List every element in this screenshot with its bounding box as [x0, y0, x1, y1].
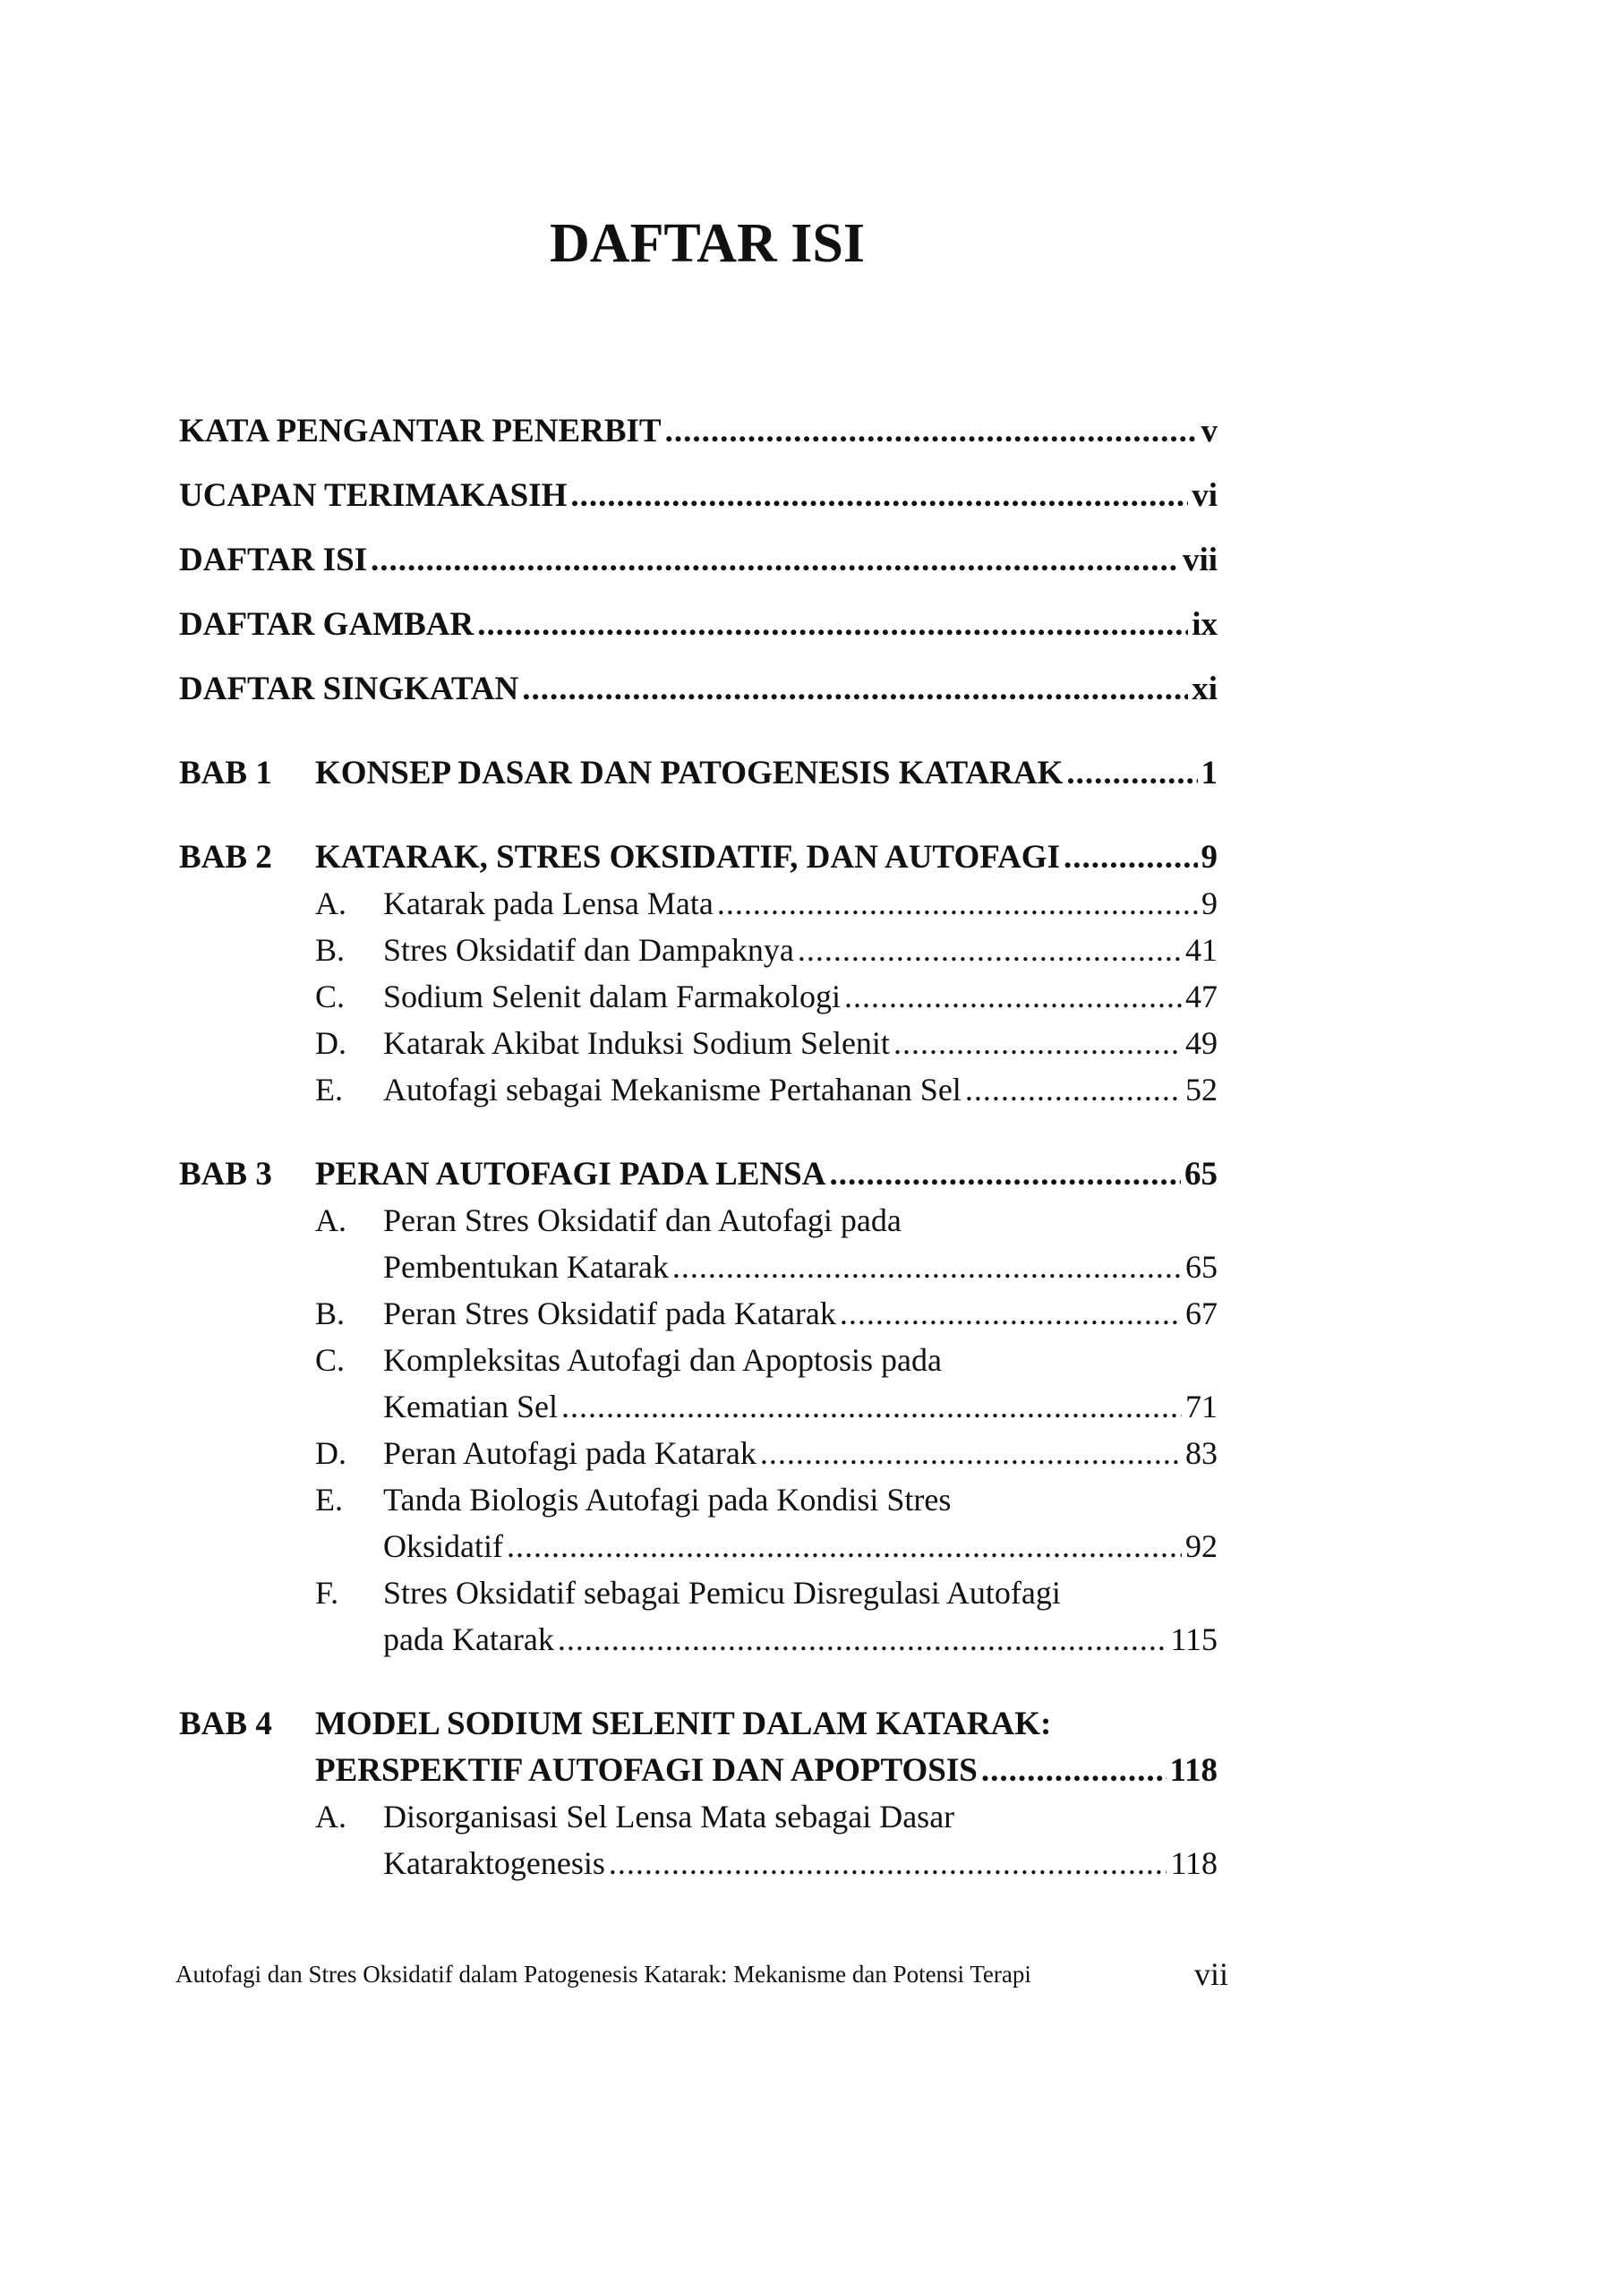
section-page: 41	[1185, 932, 1218, 968]
section-title: Oksidatif	[383, 1528, 503, 1564]
chapter-title: KATARAK, STRES OKSIDATIF, DAN AUTOFAGI	[315, 839, 1060, 876]
dot-leader	[840, 1295, 1182, 1332]
section-title-line1: Tanda Biologis Autofagi pada Kondisi Stres	[383, 1482, 952, 1518]
section-letter: B.	[315, 932, 346, 968]
toc-section-3d[interactable]	[383, 1434, 1218, 1472]
toc-entry-label: DAFTAR GAMBAR	[179, 606, 474, 643]
chapter-label: BAB 4	[179, 1706, 272, 1742]
section-page: 92	[1185, 1528, 1218, 1564]
section-letter: C.	[315, 979, 346, 1014]
toc-chapter-1[interactable]	[315, 754, 1218, 792]
page-title: DAFTAR ISI	[550, 213, 865, 274]
dot-leader	[893, 1024, 1182, 1062]
dot-leader	[477, 605, 1188, 644]
section-title: Peran Autofagi pada Katarak	[383, 1435, 756, 1471]
section-page: 65	[1185, 1249, 1218, 1285]
section-title: Katarak pada Lensa Mata	[383, 885, 714, 921]
dot-leader	[844, 978, 1182, 1015]
section-page: 118	[1170, 1845, 1218, 1881]
chapter-label: BAB 3	[179, 1156, 272, 1193]
section-page: 9	[1201, 885, 1218, 921]
dot-leader	[570, 476, 1188, 515]
chapter-label: BAB 1	[179, 755, 272, 791]
dot-leader	[829, 1155, 1181, 1193]
chapter-title: PERAN AUTOFAGI PADA LENSA	[315, 1156, 826, 1193]
toc-section-3a[interactable]	[383, 1248, 1218, 1286]
section-title-line1: Disorganisasi Sel Lensa Mata sebagai Dasar	[383, 1799, 955, 1834]
section-title: Kataraktogenesis	[383, 1845, 605, 1881]
section-title-line1: Stres Oksidatif sebagai Pemicu Disregulasi Autofagi	[383, 1575, 1061, 1611]
section-title: Autofagi sebagai Mekanisme Pertahanan Sel	[383, 1072, 962, 1108]
section-letter: A.	[315, 1202, 346, 1238]
section-letter: F.	[315, 1575, 339, 1611]
toc-section-2e[interactable]	[383, 1071, 1218, 1108]
chapter-title: KONSEP DASAR DAN PATOGENESIS KATARAK	[315, 755, 1064, 791]
section-letter: D.	[315, 1435, 346, 1471]
dot-leader	[1064, 838, 1198, 877]
chapter-title-line1: MODEL SODIUM SELENIT DALAM KATARAK:	[315, 1706, 1052, 1742]
toc-entry-label: DAFTAR SINGKATAN	[179, 671, 519, 707]
chapter-page: 1	[1201, 755, 1218, 791]
section-title: Sodium Selenit dalam Farmakologi	[383, 979, 841, 1014]
dot-leader	[672, 1248, 1182, 1286]
dot-leader	[965, 1071, 1182, 1108]
toc-section-2c[interactable]	[383, 978, 1218, 1015]
toc-entry-page: v	[1201, 413, 1218, 449]
section-letter: D.	[315, 1025, 346, 1061]
section-letter: C.	[315, 1342, 346, 1378]
section-title-line1: Kompleksitas Autofagi dan Apoptosis pada	[383, 1342, 942, 1378]
toc-entry-page: vii	[1182, 542, 1218, 578]
section-title: Peran Stres Oksidatif pada Katarak	[383, 1296, 836, 1331]
section-title: Stres Oksidatif dan Dampaknya	[383, 932, 794, 968]
section-title: Katarak Akibat Induksi Sodium Selenit	[383, 1025, 890, 1061]
section-title: pada Katarak	[383, 1621, 554, 1657]
chapter-label: BAB 2	[179, 839, 272, 876]
toc-chapter-4[interactable]	[315, 1751, 1218, 1790]
toc-section-4a[interactable]	[383, 1844, 1218, 1882]
chapter-page: 9	[1201, 839, 1218, 876]
dot-leader	[371, 541, 1179, 579]
toc-section-3f[interactable]	[383, 1621, 1218, 1658]
toc-section-3b[interactable]	[383, 1295, 1218, 1332]
dot-leader	[522, 670, 1188, 708]
toc-entry-kata-pengantar[interactable]	[179, 412, 1218, 450]
dot-leader	[665, 412, 1198, 450]
toc-chapter-2[interactable]	[315, 838, 1218, 877]
toc-entry-page: xi	[1192, 671, 1218, 707]
toc-entry-label: KATA PENGANTAR PENERBIT	[179, 413, 662, 449]
toc-section-3c[interactable]	[383, 1388, 1218, 1425]
dot-leader	[798, 931, 1182, 969]
toc-entry-daftar-gambar[interactable]	[179, 605, 1218, 644]
chapter-title: PERSPEKTIF AUTOFAGI DAN APOPTOSIS	[315, 1752, 978, 1789]
toc-chapter-3[interactable]	[315, 1155, 1218, 1193]
section-page: 67	[1185, 1296, 1218, 1331]
toc-section-2b[interactable]	[383, 931, 1218, 969]
toc-entry-page: vi	[1192, 477, 1218, 514]
section-page: 52	[1185, 1072, 1218, 1108]
dot-leader	[507, 1527, 1182, 1565]
section-title: Kematian Sel	[383, 1389, 558, 1424]
toc-entry-label: DAFTAR ISI	[179, 542, 368, 578]
footer-book-title: Autofagi dan Stres Oksidatif dalam Patogenesis Katarak: Mekanisme dan Potensi Terapi	[175, 1961, 1031, 1988]
toc-entry-daftar-isi[interactable]	[179, 541, 1218, 579]
dot-leader	[609, 1844, 1167, 1882]
section-letter: E.	[315, 1072, 343, 1108]
chapter-page: 65	[1184, 1156, 1218, 1193]
dot-leader	[1066, 754, 1197, 792]
section-page: 49	[1185, 1025, 1218, 1061]
section-letter: E.	[315, 1482, 343, 1518]
dot-leader	[981, 1751, 1167, 1790]
section-page: 83	[1185, 1435, 1218, 1471]
section-page: 115	[1170, 1621, 1218, 1657]
section-letter: B.	[315, 1296, 346, 1331]
footer-page-number: vii	[1194, 1956, 1229, 1992]
section-letter: A.	[315, 885, 346, 921]
toc-entry-page: ix	[1192, 606, 1218, 643]
dot-leader	[717, 885, 1198, 922]
section-title-line1: Peran Stres Oksidatif dan Autofagi pada	[383, 1202, 902, 1238]
toc-entry-ucapan-terimakasih[interactable]	[179, 476, 1218, 515]
toc-entry-label: UCAPAN TERIMAKASIH	[179, 477, 568, 514]
section-title: Pembentukan Katarak	[383, 1249, 669, 1285]
section-page: 71	[1185, 1389, 1218, 1424]
chapter-page: 118	[1169, 1752, 1218, 1789]
toc-section-2d[interactable]	[383, 1024, 1218, 1062]
toc-section-3e[interactable]	[383, 1527, 1218, 1565]
section-letter: A.	[315, 1799, 346, 1834]
dot-leader	[561, 1388, 1182, 1425]
dot-leader	[558, 1621, 1167, 1658]
toc-entry-daftar-singkatan[interactable]	[179, 670, 1218, 708]
dot-leader	[760, 1434, 1182, 1472]
toc-section-2a[interactable]	[383, 885, 1218, 922]
section-page: 47	[1185, 979, 1218, 1014]
